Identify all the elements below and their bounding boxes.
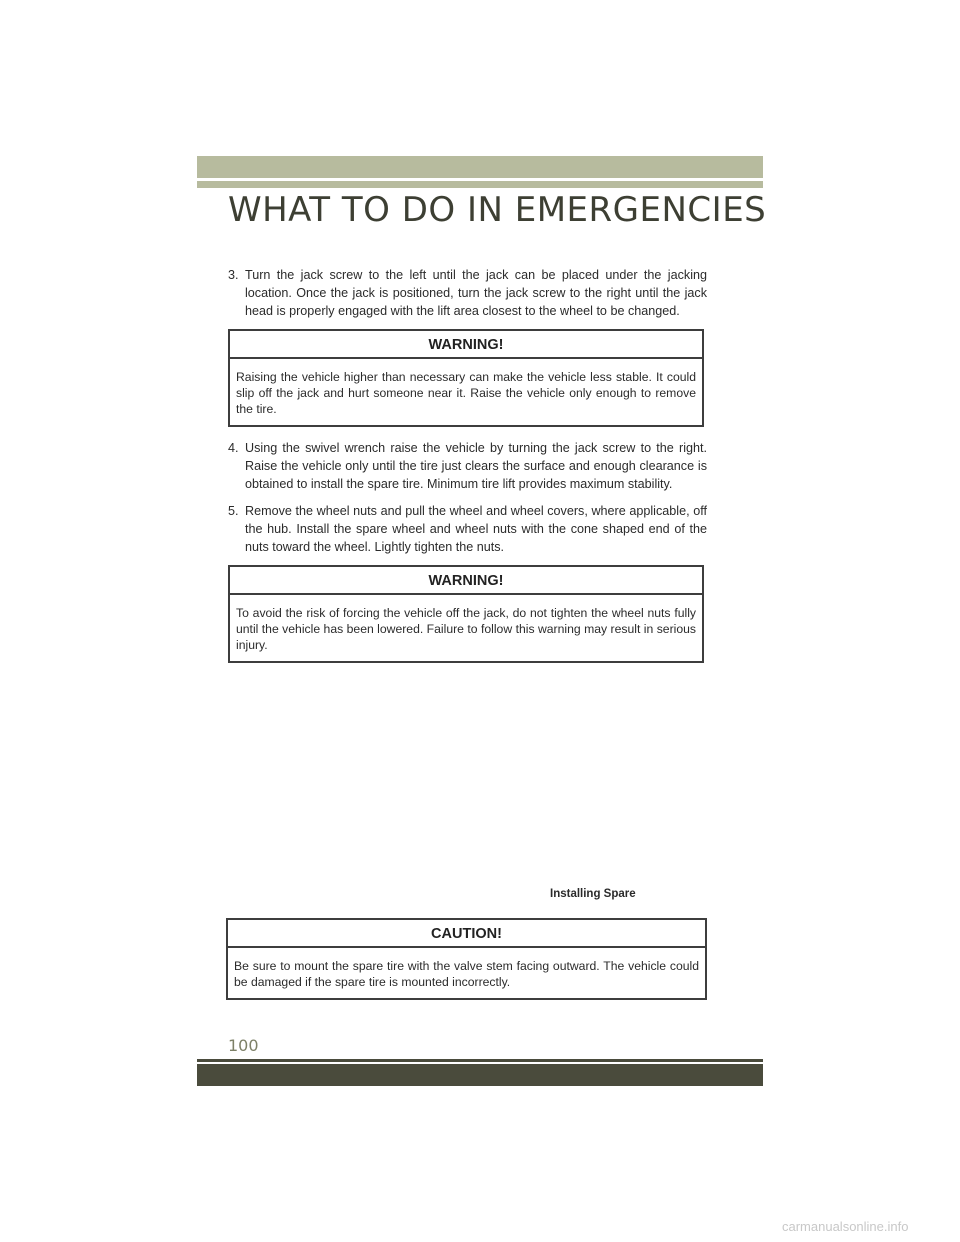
footer-rule — [197, 1059, 763, 1062]
watermark-text: carmanualsonline.info — [782, 1219, 909, 1234]
header-rule — [197, 181, 763, 188]
header-bar — [197, 156, 763, 178]
step-text: Remove the wheel nuts and pull the wheel and wheel covers, where applicable, off the hub. Install the spare wheel and wheel nuts with the cone shaped end of the nuts toward the wheel. Lightly tighten the nuts. — [245, 504, 707, 554]
figure-caption: Installing Spare — [550, 888, 636, 900]
warning-heading: WARNING! — [230, 331, 702, 359]
page-number: 100 — [228, 1036, 259, 1055]
caution-container — [226, 918, 707, 1000]
warning-heading: WARNING! — [230, 567, 702, 595]
caution-heading: CAUTION! — [228, 920, 705, 948]
caution-text: Be sure to mount the spare tire with the valve stem facing outward. The vehicle could be damaged if the spare tire is mounted incorrectly. — [234, 959, 699, 989]
step-item — [228, 266, 707, 320]
warning-box — [228, 329, 704, 427]
step-item — [228, 439, 707, 493]
warning-box — [228, 565, 704, 663]
figure-placeholder — [228, 650, 707, 882]
step-number: 4. — [228, 441, 239, 455]
main-content — [228, 266, 707, 675]
warning-text: Raising the vehicle higher than necessary can make the vehicle less stable. It could slip off the jack and hurt someone near it. Raise the vehicle only enough to remove the tire. — [236, 370, 696, 416]
caution-box — [226, 918, 707, 1000]
footer-bar — [197, 1064, 763, 1086]
step-text: Turn the jack screw to the left until the jack can be placed under the jacking location. Once the jack is positioned, turn the jack screw to the right until the jack head is properly engaged with the lift area closest to the wheel to be changed. — [245, 268, 707, 318]
step-text: Using the swivel wrench raise the vehicle by turning the jack screw to the right. Raise the vehicle only until the tire just clears the surface and enough clearance is obtained to install the spare tire. Minimum tire lift provides maximum stability. — [245, 441, 707, 491]
step-item — [228, 502, 707, 556]
step-number: 3. — [228, 268, 239, 282]
section-title: WHAT TO DO IN EMERGENCIES — [228, 190, 767, 230]
step-number: 5. — [228, 504, 239, 518]
warning-text: To avoid the risk of forcing the vehicle off the jack, do not tighten the wheel nuts fully until the vehicle has been lowered. Failure to follow this warning may result in serious injury. — [236, 606, 696, 652]
